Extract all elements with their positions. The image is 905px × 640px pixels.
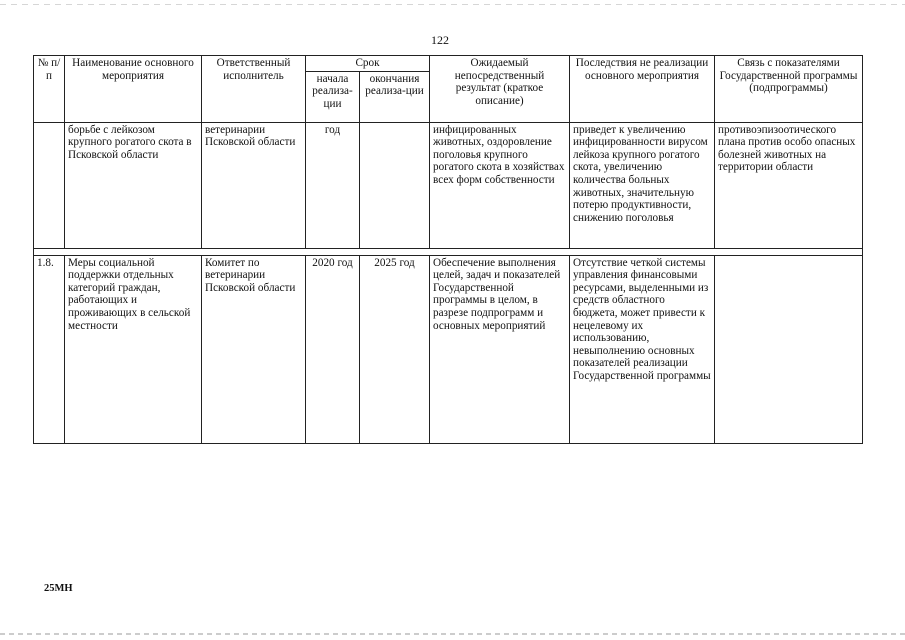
cell-num xyxy=(34,122,65,248)
cell-result: Обеспечение выполнения целей, задач и показателей Государственной программы в целом, в разрезе подпрограмм и основных мероприятий xyxy=(430,255,570,443)
header-link: Связь с показателями Государственной программы (подпрограммы) xyxy=(715,56,863,123)
header-term-start: начала реализа-ции xyxy=(306,71,360,122)
cell-name: борьбе с лейкозом крупного рогатого скота в Псковской области xyxy=(65,122,202,248)
cell-link: противоэпизоотического плана против особо опасных болезней животных на территории области xyxy=(715,122,863,248)
header-num: № п/п xyxy=(34,56,65,123)
cell-consequences: Отсутствие четкой системы управления финансовыми ресурсами, выделенными из средств областного бюджета, может привести к нецелевому их использованию, невыполнению основных показателей реализации Государственной программы xyxy=(570,255,715,443)
header-consequences: Последствия не реализации основного мероприятия xyxy=(570,56,715,123)
cell-executor: ветеринарии Псковской области xyxy=(202,122,306,248)
cell-name: Меры социальной поддержки отдельных категорий граждан, работающих и проживающих в сельской местности xyxy=(65,255,202,443)
table-row xyxy=(34,255,863,443)
header-name: Наименование основного мероприятия xyxy=(65,56,202,123)
header-executor: Ответственный исполнитель xyxy=(202,56,306,123)
cell-end: 2025 год xyxy=(360,255,430,443)
cell-result: инфицированных животных, оздоровление поголовья крупного рогатого скота в хозяйствах всех форм собственности xyxy=(430,122,570,248)
footer-code: 25МН xyxy=(44,583,73,594)
cell-executor: Комитет по ветеринарии Псковской области xyxy=(202,255,306,443)
scan-artifact-bottom xyxy=(0,633,905,635)
cell-num: 1.8. xyxy=(34,255,65,443)
cell-start: год xyxy=(306,122,360,248)
header-term: Срок xyxy=(306,56,430,72)
cell-consequences: приведет к увеличению инфицированности вирусом лейкоза крупного рогатого скота, увеличению количества больных животных, значительную потерю продуктивности, снижению поголовья xyxy=(570,122,715,248)
page-number: 122 xyxy=(431,33,449,47)
row-gap xyxy=(34,248,863,255)
table-row xyxy=(34,122,863,248)
header-result: Ожидаемый непосредственный результат (краткое описание) xyxy=(430,56,570,123)
cell-start: 2020 год xyxy=(306,255,360,443)
cell-end xyxy=(360,122,430,248)
cell-link xyxy=(715,255,863,443)
header-term-end: окончания реализа-ции xyxy=(360,71,430,122)
scan-artifact-top xyxy=(0,4,905,5)
measures-table xyxy=(33,55,863,444)
